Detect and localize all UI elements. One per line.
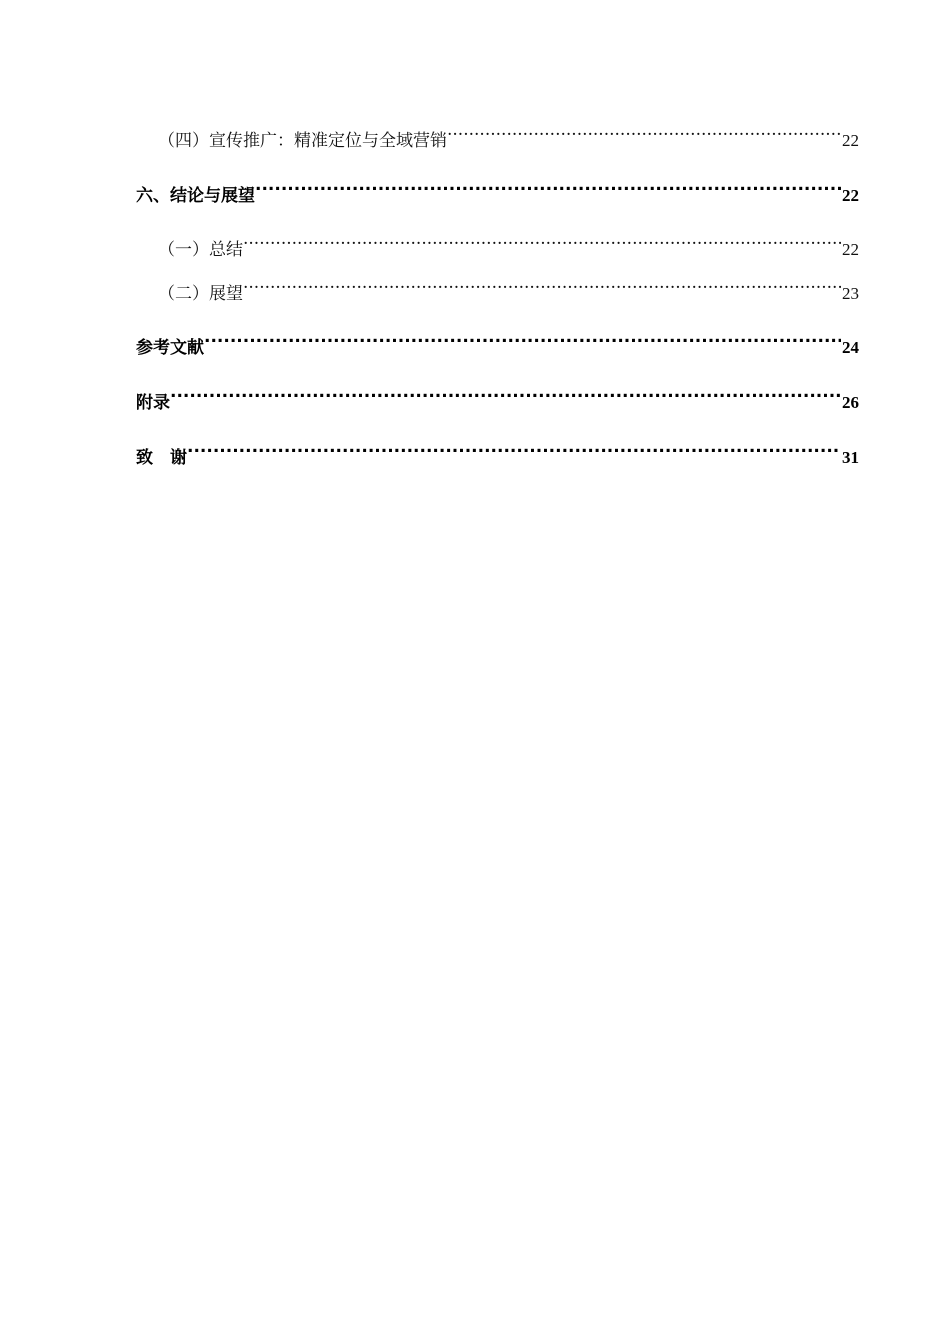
toc-page-number: 26 [842, 393, 859, 412]
toc-dot-leader [243, 273, 841, 299]
toc-page-number: 24 [842, 338, 859, 357]
toc-page-number: 23 [842, 284, 859, 303]
toc-page-number: 22 [842, 131, 859, 150]
toc-entry-title: 六、结论与展望 [136, 186, 255, 206]
toc-dot-leader [170, 382, 841, 408]
toc-page-number: 31 [842, 448, 859, 467]
toc-dot-leader [255, 175, 841, 201]
toc-entry-title: （一）总结 [158, 240, 243, 260]
toc-entry-title: （四）宣传推广：精准定位与全域营销 [158, 131, 447, 151]
toc-entry-acknowledgements[interactable] [136, 437, 859, 471]
toc-entry-references[interactable] [136, 327, 859, 361]
toc-entry-outlook[interactable] [136, 273, 859, 307]
toc-page-number: 22 [842, 240, 859, 259]
toc-entry-promotion[interactable] [136, 120, 859, 154]
toc-entry-title: 参考文献 [136, 338, 204, 358]
toc-entry-summary[interactable] [136, 229, 859, 263]
toc-entry-title: 致 谢 [136, 448, 187, 468]
toc-entry-title: （二）展望 [158, 284, 243, 304]
toc-dot-leader [243, 229, 841, 255]
toc-dot-leader [187, 437, 841, 463]
toc-page-number: 22 [842, 186, 859, 205]
toc-entry-conclusion[interactable] [136, 175, 859, 209]
toc-entry-title: 附录 [136, 393, 170, 413]
toc-entry-appendix[interactable] [136, 382, 859, 416]
toc-dot-leader [447, 120, 841, 146]
toc-dot-leader [204, 327, 841, 353]
table-of-contents [136, 118, 859, 471]
